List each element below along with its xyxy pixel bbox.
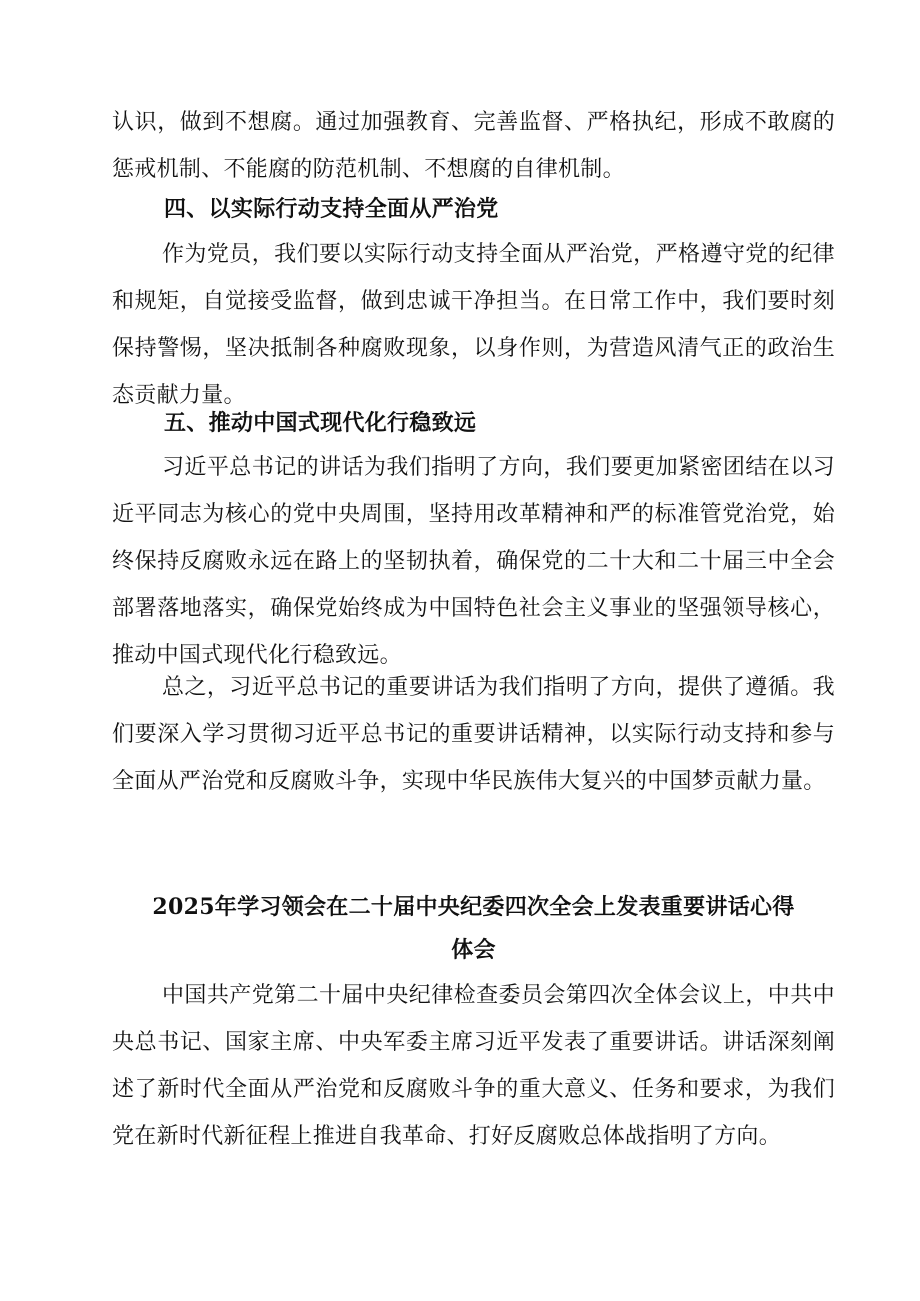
section5-body: 习近平总书记的讲话为我们指明了方向，我们要更加紧密团结在以习近平同志为核心的党中央周围，坚持用改革精神和严的标准管党治党，始终保持反腐败永远在路上的坚韧执着，确保党的二十大和二十届三中全会部署落地落实，确保党始终成为中国特色社会主义事业的坚强领导核心，推动中国式现代化行稳致远。 (112, 455, 835, 668)
second-document-title-line1: 2025年学习领会在二十届中央纪委四次全会上发表重要讲话心得 (152, 894, 795, 920)
second-document-title-line2: 体会 (451, 937, 496, 963)
section5-heading: 五、推动中国式现代化行稳致远 (164, 410, 477, 436)
intro-paragraph: 认识，做到不想腐。通过加强教育、完善监督、严格执纪，形成不敢腐的惩戒机制、不能腐的防范机制、不想腐的自律机制。 (112, 110, 835, 182)
section4-body: 作为党员，我们要以实际行动支持全面从严治党，严格遵守党的纪律和规矩，自觉接受监督，做到忠诚干净担当。在日常工作中，我们要时刻保持警惕，坚决抵制各种腐败现象，以身作则，为营造风清气正的政治生态贡献力量。 (112, 242, 835, 408)
second-intro-paragraph: 中国共产党第二十届中央纪律检查委员会第四次全体会议上，中共中央总书记、国家主席、中央军委主席习近平发表了重要讲话。讲话深刻阐述了新时代全面从严治党和反腐败斗争的重大意义、任务和要求，为我们党在新时代新征程上推进自我革命、打好反腐败总体战指明了方向。 (112, 983, 835, 1149)
conclusion-paragraph: 总之，习近平总书记的重要讲话为我们指明了方向，提供了遵循。我们要深入学习贯彻习近平总书记的重要讲话精神，以实际行动支持和参与全面从严治党和反腐败斗争，实现中华民族伟大复兴的中国梦贡献力量。 (112, 675, 835, 794)
section4-heading: 四、以实际行动支持全面从严治党 (164, 196, 499, 222)
